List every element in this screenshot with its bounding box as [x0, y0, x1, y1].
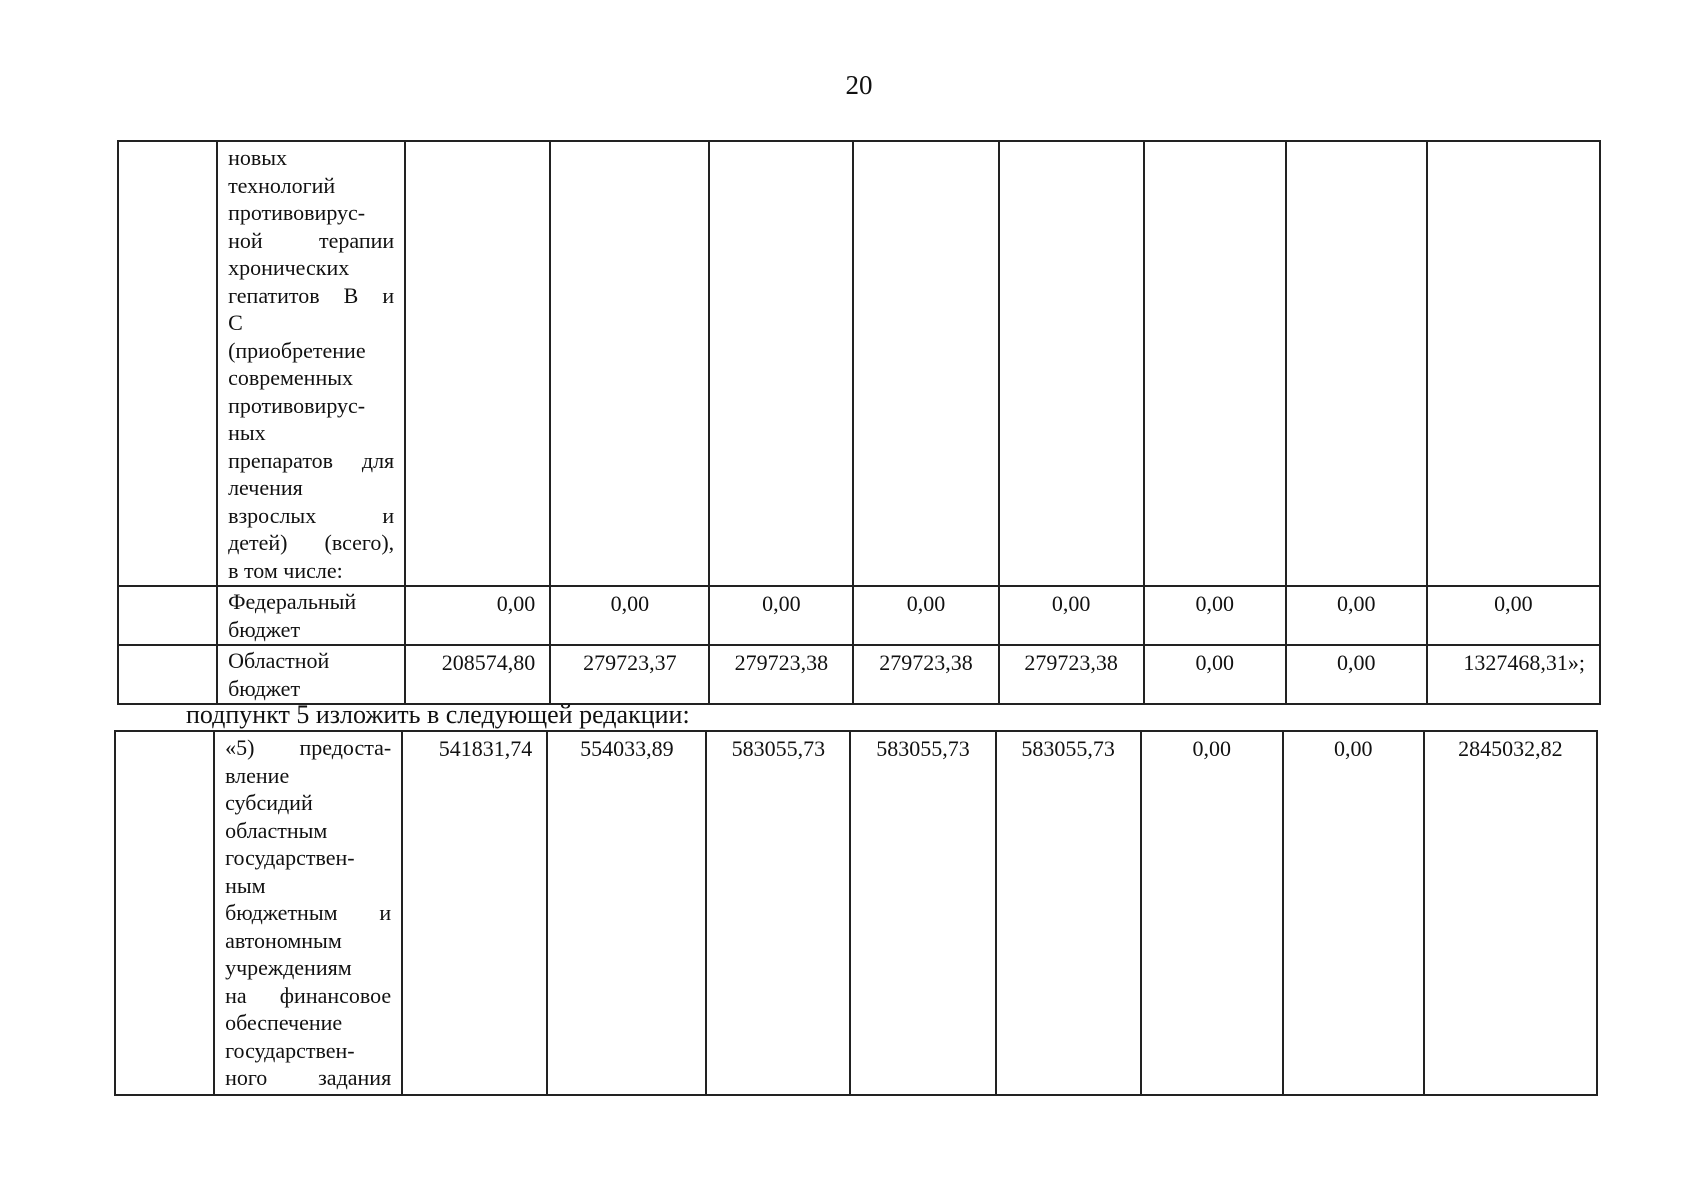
value-cell: 208574,80	[405, 645, 550, 704]
value-cell: 0,00	[1144, 586, 1286, 645]
empty-cell	[118, 645, 217, 704]
description-line: ным	[225, 872, 266, 898]
description-line: современных	[228, 365, 353, 390]
empty-cell	[999, 141, 1144, 586]
empty-cell	[1427, 141, 1600, 586]
event-description-cell	[217, 141, 405, 586]
description-line: ной терапии	[228, 227, 395, 253]
instruction-text: подпункт 5 изложить в следующей редакции:	[186, 700, 690, 729]
value-cell: 279723,37	[550, 645, 709, 704]
value-cell: 0,00	[853, 586, 998, 645]
description-line: субсидий	[225, 790, 313, 815]
description-line: детей) (всего),	[228, 530, 395, 555]
page-number: 20	[845, 70, 873, 100]
description-line: противовирус-	[228, 392, 366, 418]
description-line: хронических	[228, 255, 350, 280]
description-line: государствен-	[225, 1037, 355, 1063]
value-cell: 554033,89	[547, 731, 706, 1095]
value-cell: 541831,74	[402, 731, 547, 1095]
description-row	[118, 141, 1600, 586]
row-label: Областной бюджет	[217, 645, 405, 704]
description-line: ного задания	[225, 1065, 392, 1090]
value-cell: 0,00	[709, 586, 853, 645]
description-line: «5) предоста-	[225, 735, 392, 760]
value-cell: 583055,73	[706, 731, 850, 1095]
value-cell: 2845032,82	[1424, 731, 1597, 1095]
value-cell: 0,00	[999, 586, 1144, 645]
description-line: областным	[225, 817, 328, 843]
value-cell: 0,00	[1144, 645, 1286, 704]
description-line: гепатитов В и	[228, 282, 395, 308]
empty-cell	[115, 731, 214, 1095]
description-line: вление	[225, 762, 290, 788]
value-cell: 1327468,31»;	[1427, 645, 1600, 704]
description-line: новых	[228, 145, 288, 170]
value-cell: 0,00	[1283, 731, 1424, 1095]
description-line: в том числе:	[228, 557, 343, 583]
empty-cell	[853, 141, 998, 586]
budget-table-new	[114, 730, 1598, 1096]
value-cell: 0,00	[405, 586, 550, 645]
description-line: бюджетным и	[225, 900, 392, 925]
description-line: взрослых и	[228, 502, 395, 528]
description-line: обеспечение	[225, 1010, 343, 1035]
event-description-cell	[214, 731, 402, 1095]
empty-cell	[405, 141, 550, 586]
empty-cell	[1286, 141, 1427, 586]
description-line: на финансовое	[225, 982, 392, 1008]
description-line: С	[228, 310, 243, 335]
value-cell: 279723,38	[999, 645, 1144, 704]
budget-table-continued	[117, 140, 1601, 705]
value-cell: 583055,73	[996, 731, 1141, 1095]
description-line: государствен-	[225, 845, 355, 870]
value-cell: 279723,38	[853, 645, 998, 704]
empty-cell	[118, 141, 217, 586]
empty-cell	[1144, 141, 1286, 586]
value-cell: 279723,38	[709, 645, 853, 704]
value-cell: 0,00	[1286, 586, 1427, 645]
value-cell: 0,00	[1141, 731, 1283, 1095]
value-cell: 0,00	[1286, 645, 1427, 704]
description-line: ных	[228, 420, 266, 445]
value-cell: 0,00	[1427, 586, 1600, 645]
description-line: учреждениям	[225, 955, 352, 980]
row-label: Федеральный бюджет	[217, 586, 405, 645]
empty-cell	[118, 586, 217, 645]
description-line: противовирус-	[228, 200, 366, 225]
regional-budget-row	[118, 645, 1600, 704]
federal-budget-row	[118, 586, 1600, 645]
empty-cell	[550, 141, 709, 586]
subpoint-row	[115, 731, 1597, 1095]
description-line: (приобретение	[228, 337, 366, 363]
description-line: технологий	[228, 172, 336, 198]
value-cell: 583055,73	[850, 731, 995, 1095]
description-line: препаратов для	[228, 447, 395, 473]
empty-cell	[709, 141, 853, 586]
description-line: автономным	[225, 927, 342, 953]
description-line: лечения	[228, 475, 303, 500]
value-cell: 0,00	[550, 586, 709, 645]
